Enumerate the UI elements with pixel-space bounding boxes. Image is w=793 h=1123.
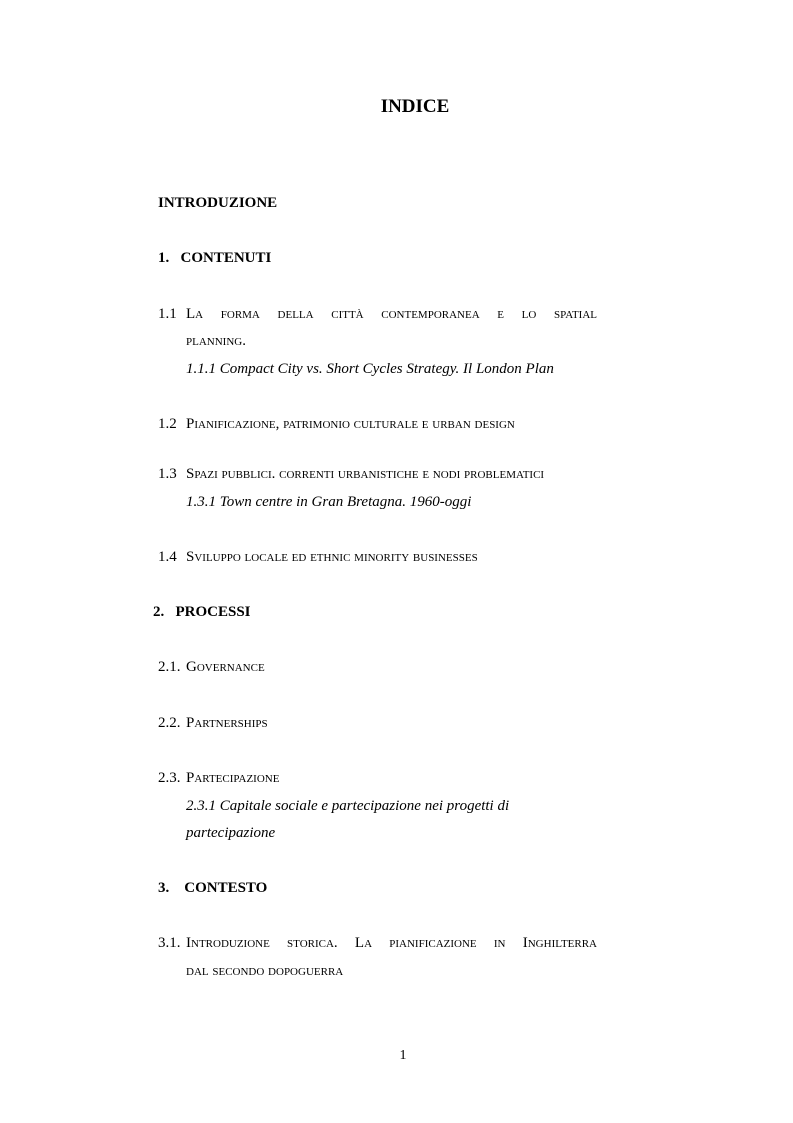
toc-entry-title-continued: dal secondo dopoguerra <box>186 963 344 979</box>
toc-entry-number: 2.1. <box>158 659 181 675</box>
page-title: INDICE <box>380 96 450 117</box>
toc-entry-title: Introduzione storica. La pianificazione in Inghilterra <box>186 935 597 951</box>
page-number: 1 <box>399 1048 407 1063</box>
toc-subentry: 2.3.1 Capitale sociale e partecipazione nei progetti di <box>186 798 510 814</box>
toc-entry-number: 1.4 <box>158 549 177 565</box>
toc-subentry: 1.3.1 Town centre in Gran Bretagna. 1960-oggi <box>186 494 472 510</box>
toc-introduction: INTRODUZIONE <box>158 195 278 211</box>
toc-entry-number: 2.2. <box>158 715 181 731</box>
toc-entry-title: Governance <box>186 659 265 675</box>
toc-entry-title: Spazi pubblici. correnti urbanistiche e nodi problematici <box>186 466 545 482</box>
toc-section-3 <box>158 880 267 897</box>
toc-entry-number: 1.3 <box>158 466 177 482</box>
section-number: 3. <box>158 880 170 896</box>
toc-subentry: 1.1.1 Compact City vs. Short Cycles Strategy. Il London Plan <box>186 361 554 377</box>
section-number: 2. <box>153 604 165 620</box>
toc-entry-title: Sviluppo locale ed ethnic minority businesses <box>186 549 478 565</box>
toc-entry-title: La forma della città contemporanea e lo spatial <box>186 306 597 322</box>
section-heading: PROCESSI <box>175 604 251 620</box>
toc-entry-number: 1.2 <box>158 416 177 432</box>
toc-entry-title-continued: planning. <box>186 333 246 349</box>
toc-entry-title: Pianificazione, patrimonio culturale e urban design <box>186 416 515 432</box>
toc-entry-title: Partnerships <box>186 715 268 731</box>
section-heading: CONTESTO <box>184 880 268 896</box>
toc-section-1 <box>158 250 271 267</box>
section-number: 1. <box>158 250 170 266</box>
toc-entry-title: Partecipazione <box>186 770 280 786</box>
section-heading: CONTENUTI <box>180 250 272 266</box>
toc-entry-number: 3.1. <box>158 935 181 951</box>
toc-entry-number: 1.1 <box>158 306 177 322</box>
toc-section-2 <box>153 604 251 621</box>
toc-subentry-continued: partecipazione <box>186 825 276 841</box>
toc-entry-number: 2.3. <box>158 770 181 786</box>
